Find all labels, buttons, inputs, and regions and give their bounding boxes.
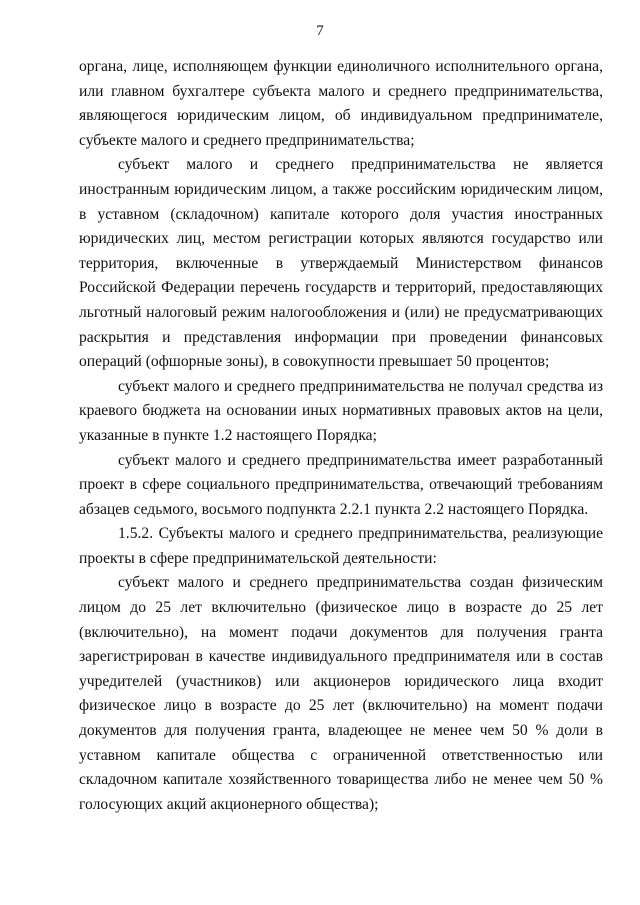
page-number: 7 <box>316 23 324 39</box>
document-body <box>79 55 603 817</box>
paragraph-section-1-5-2: 1.5.2. Субъекты малого и среднего предпринимательства, реализующие проекты в сфере предпринимательской деятельности: <box>79 525 603 567</box>
paragraph-budget-funds-condition: субъект малого и среднего предпринимательства не получал средства из краевого бюджета на основании иных нормативных правовых актов на цели, указанные в пункте 1.2 настоящего Порядка; <box>79 377 603 444</box>
paragraph-continuation: органа, лице, исполняющем функции единоличного исполнительного органа, или главном бухгалтере субъекта малого и среднего предпринимательства, являющегося юридическим лицом, об индивидуальном предпринимателе, субъекте малого и среднего предпринимательства; <box>79 58 603 149</box>
paragraph-social-project-condition: субъект малого и среднего предпринимательства имеет разработанный проект в сфере социального предпринимательства, отвечающий требованиям абзацев седьмого, восьмого подпункта 2.2.1 пункта 2.2 настоящего Порядка. <box>79 451 603 518</box>
paragraph-foreign-entity-condition: субъект малого и среднего предпринимательства не является иностранным юридическим лицом, а также российским юридическим лицом, в уставном (складочном) капитале которого доля участия иностранных юридических лиц, местом регистрации которых являются государство или территория, включенные в утверждаемый Министерством финансов Российской Федерации перечень государств и территорий, предоставляющих льготный налоговый режим налогообложения и (или) не предусматривающих раскрытия и представления информации при проведении финансовых операций (офшорные зоны), в совокупности превышает 50 процентов; <box>79 156 603 371</box>
paragraph-youth-founder-condition: субъект малого и среднего предпринимательства создан физическим лицом до 25 лет включительно (физическое лицо в возрасте до 25 лет (включительно), на момент подачи документов для получения гранта зарегистрирован в качестве индивидуального предпринимателя или в состав учредителей (участников) или акционеров юридического лица входит физическое лицо в возрасте до 25 лет (включительно) на момент подачи документов для получения гранта, владеющее не менее чем 50 % доли в уставном капитале общества с ограниченной ответственностью или складочном капитале хозяйственного товарищества либо не менее чем 50 % голосующих акций акционерного общества); <box>79 574 603 813</box>
